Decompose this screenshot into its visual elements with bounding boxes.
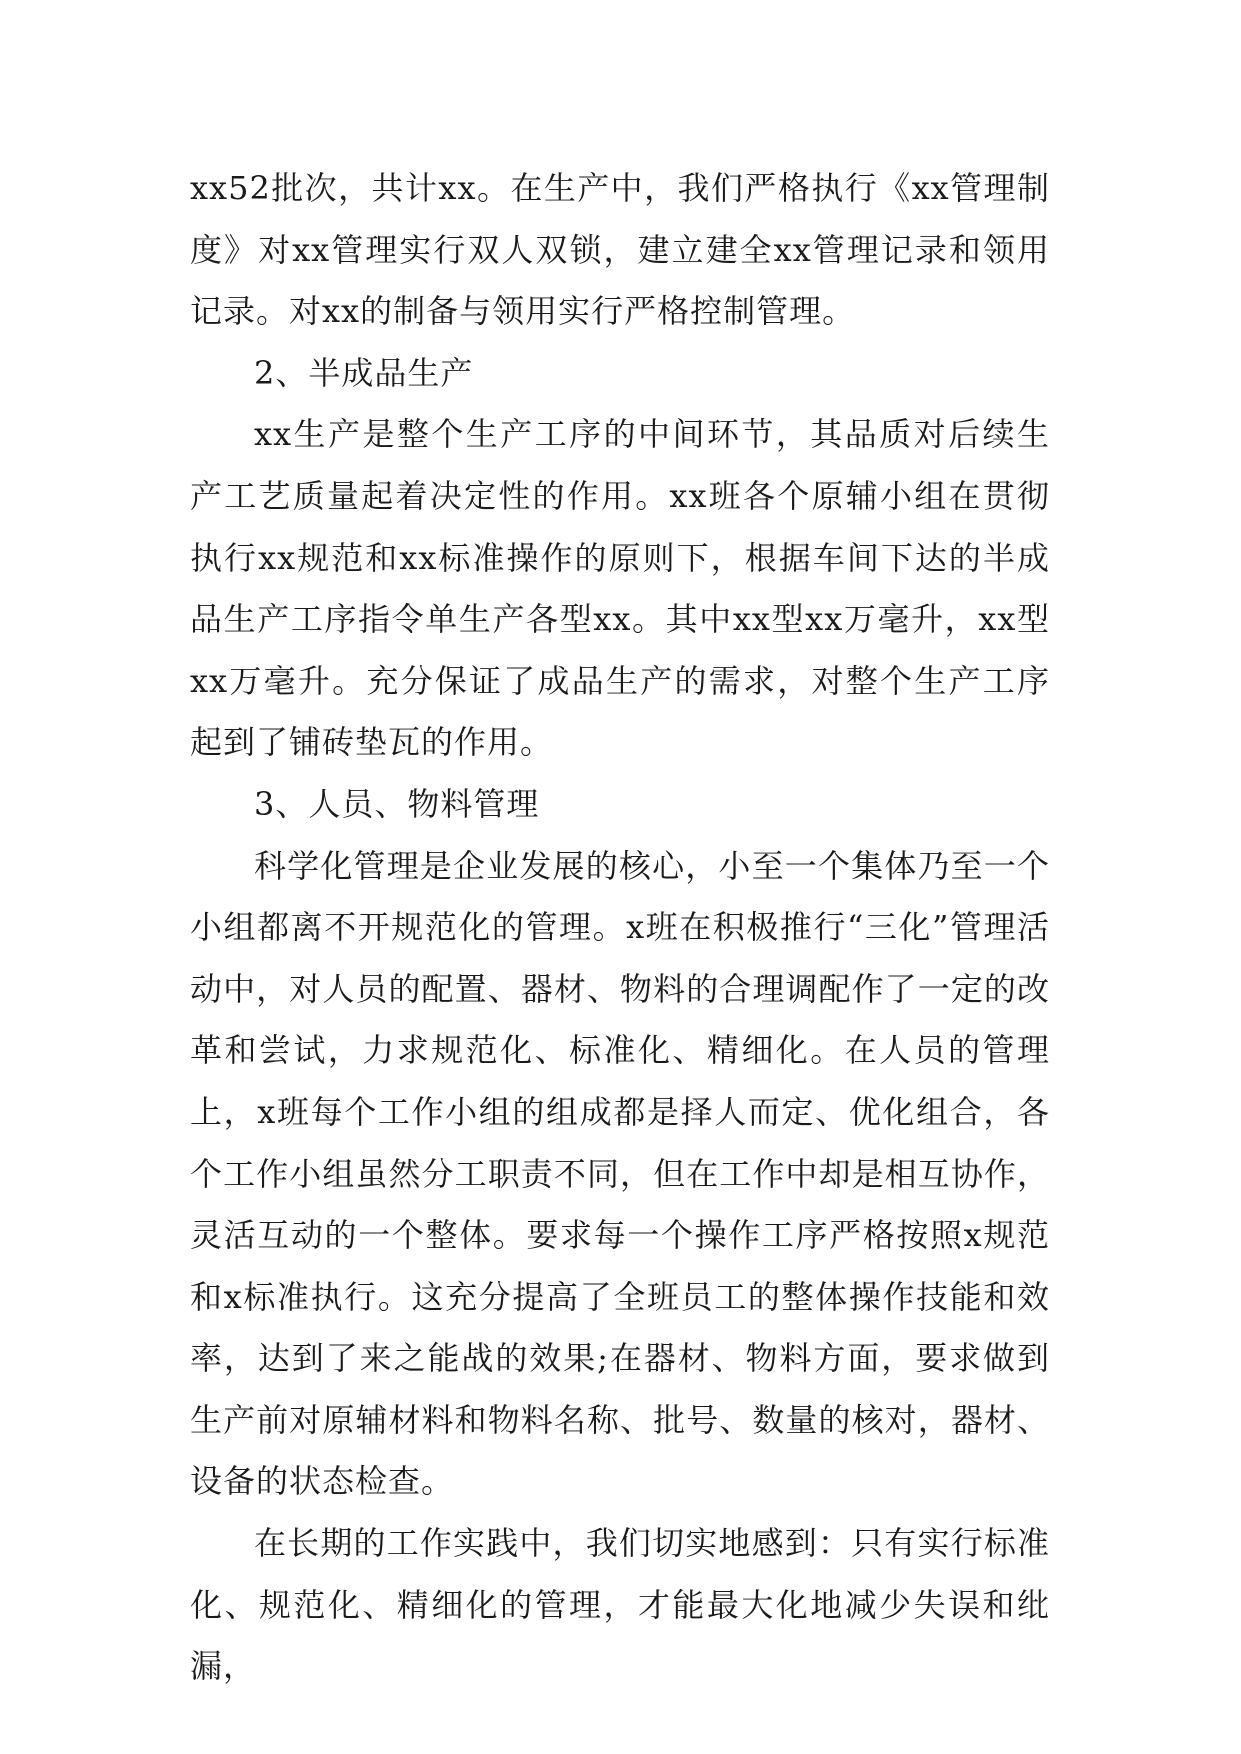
paragraph-continuation: xx52批次，共计xx。在生产中，我们严格执行《xx管理制度》对xx管理实行双人双锁，建立建全xx管理记录和领用记录。对xx的制备与领用实行严格控制管理。 — [190, 169, 1050, 331]
paragraph-semi-finished-production: xx生产是整个生产工序的中间环节，其品质对后续生产工艺质量起着决定性的作用。xx班各个原辅小组在贯彻执行xx规范和xx标准操作的原则下，根据车间下达的半成品生产工序指令单生产各型xx。其中xx型xx万毫升，xx型xx万毫升。充分保证了成品生产的需求，对整个生产工序起到了铺砖垫瓦的作用。 — [190, 415, 1050, 762]
paragraph-personnel-materials: 科学化管理是企业发展的核心，小至一个集体乃至一个小组都离不开规范化的管理。x班在积极推行“三化”管理活动中，对人员的配置、器材、物料的合理调配作了一定的改革和尝试，力求规范化、标准化、精细化。在人员的管理上，x班每个工作小组的组成都是择人而定、优化组合，各个工作小组虽然分工职责不同，但在工作中却是相互协作，灵活互动的一个整体。要求每一个操作工序严格按照x规范和x标准执行。这充分提高了全班员工的整体操作技能和效率，达到了来之能战的效果;在器材、物料方面，要求做到生产前对原辅材料和物料名称、批号、数量的核对，器材、设备的状态检查。 — [190, 846, 1050, 1501]
section-heading-personnel-materials: 3、人员、物料管理 — [254, 784, 540, 823]
section-heading-semi-finished-production: 2、半成品生产 — [254, 353, 474, 392]
document-body — [190, 158, 1050, 1698]
paragraph-work-practice: 在长期的工作实践中，我们切实地感到：只有实行标准化、规范化、精细化的管理，才能最大化地减少失误和纰漏， — [190, 1524, 1050, 1686]
